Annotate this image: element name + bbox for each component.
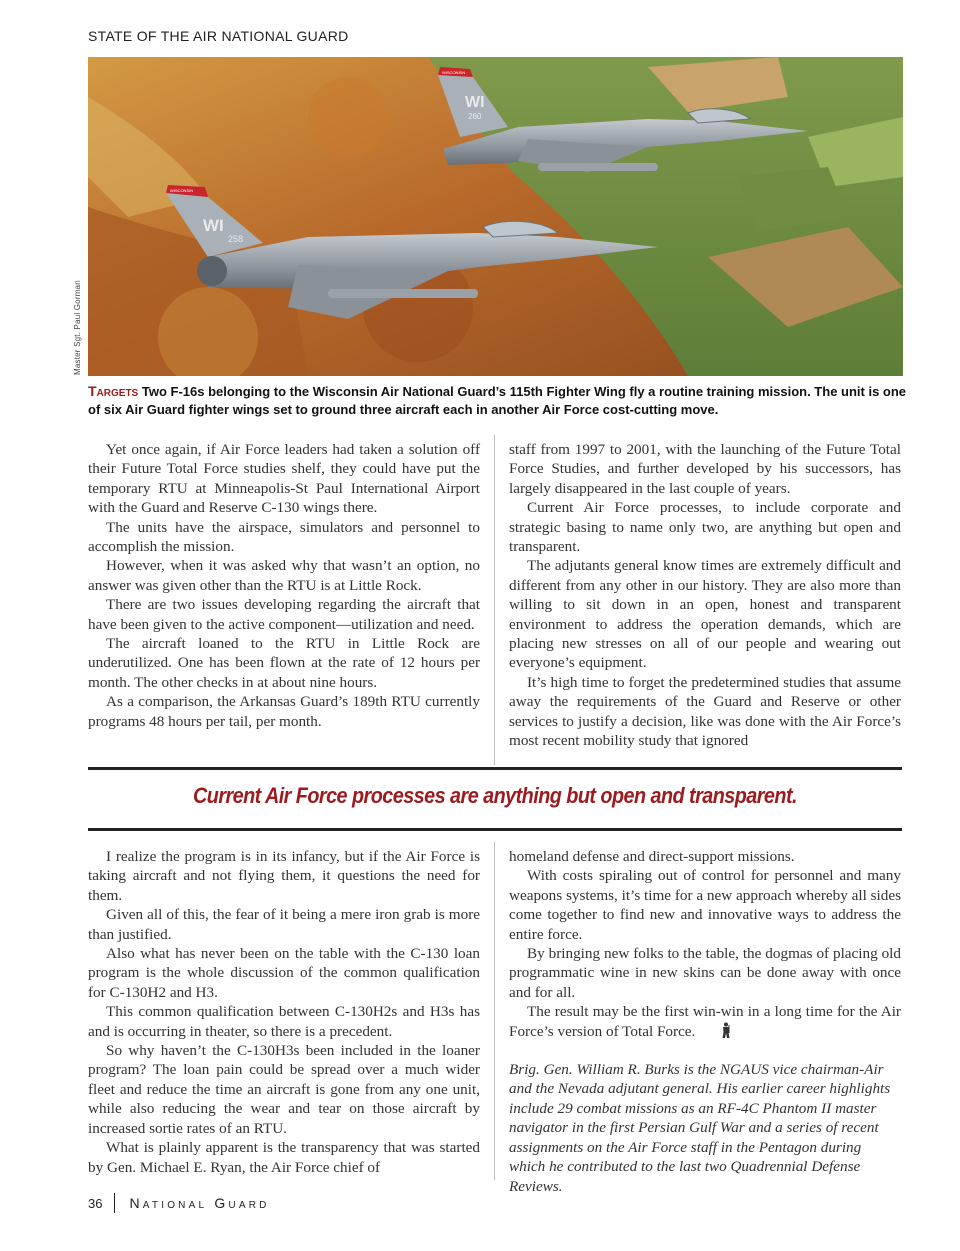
left-tail-code: WI (203, 216, 224, 235)
minuteman-end-icon (703, 1022, 731, 1043)
page-footer (88, 1193, 270, 1213)
paragraph: However, when it was asked why that wasn’t an option, no answer was given other than the RTU is at Little Rock. (88, 557, 480, 594)
article-column-1-top (88, 440, 480, 731)
paragraph: staff from 1997 to 2001, with the launching of the Future Total Force Studies, and further developed by his successors, has largely disappeared in the last couple of years. (509, 441, 901, 497)
footer-divider (114, 1193, 115, 1213)
paragraph: The units have the airspace, simulators and personnel to accomplish the mission. (88, 518, 480, 556)
paragraph: By bringing new folks to the table, the dogmas of placing old programmatic wine in new skins can be done away with once and for all. (509, 945, 901, 1001)
paragraph: As a comparison, the Arkansas Guard’s 189th RTU currently programs 48 hours per tail, per month. (88, 693, 480, 730)
author-bio-text: Brig. Gen. William R. Burks is the NGAUS vice chairman-Air and the Nevada adjutant general. His earlier career highlights include 29 combat missions as an RF-4C Phantom II master navigator in the first Persian Gulf War and a series of recent assignments on the Air Force staff in the Pentagon during which he contributed to the last two Quadrennial Defense Reviews. (509, 1061, 891, 1195)
caption-lead: Targets (88, 383, 139, 399)
publication-name: National Guard (129, 1195, 270, 1211)
paragraph: Yet once again, if Air Force leaders had taken a solution off their Future Total Force studies shelf, they could have put the temporary RTU at Minneapolis-St Paul International Airport with the Guard and Reserve C-130 wings there. (88, 441, 480, 517)
paragraph: With costs spiraling out of control for personnel and many weapons systems, it’s time for a new approach whereby all sides come together to find new and innovative ways to address the entire force. (509, 867, 901, 943)
right-tail-code: WI (465, 94, 485, 111)
caption-text: Two F-16s belonging to the Wisconsin Air National Guard’s 115th Fighter Wing fly a routine training mission. The unit is one of six Air Guard fighter wings set to ground three aircraft each in another Air Force cost-cutting move. (88, 384, 907, 417)
paragraph: What is plainly apparent is the transparency that was started by Gen. Michael E. Ryan, the Air Force chief of (88, 1139, 480, 1176)
paragraph: homeland defense and direct-support missions. (509, 848, 795, 865)
pull-quote-rule-bottom (88, 828, 902, 831)
paragraph: The adjutants general know times are extremely difficult and different from any other in our history. They are also more than willing to sit down in an open, honest and transparent environment to address the operation demands, which are placing new stresses on all of our people and wearing out everyone’s equipment. (509, 557, 901, 672)
article-column-2-bottom (509, 847, 901, 1196)
right-tail-number: 260 (468, 112, 482, 121)
photo-caption (88, 382, 908, 419)
article-column-1-bottom (88, 847, 480, 1177)
photo-credit: Master Sgt. Paul Gorman (73, 280, 82, 375)
paragraph: The aircraft loaned to the RTU in Little Rock are underutilized. One has been flown at the rate of 12 hours per month. The other checks in at about nine hours. (88, 635, 480, 691)
left-tail-number: 258 (228, 234, 244, 244)
column-divider (494, 435, 495, 765)
pull-quote: Current Air Force processes are anything but open and transparent. (193, 783, 797, 808)
page-number: 36 (88, 1195, 103, 1211)
paragraph: There are two issues developing regarding the aircraft that have been given to the active component—utilization and need. (88, 596, 480, 633)
author-bio (509, 1060, 901, 1196)
article-column-2-top (509, 440, 901, 751)
right-tail-band: WISCONSIN (442, 70, 466, 75)
paragraph: Given all of this, the fear of it being a mere iron grab is more than justified. (88, 906, 480, 943)
paragraph (509, 1002, 901, 1043)
paragraph: It’s high time to forget the predetermined studies that assume away the requirements of the Guard and Reserve or other services to justify a decision, like was done with the Air Force’s most recent mobility study that ignored (509, 673, 901, 750)
paragraph: So why haven’t the C-130H3s been included in the loaner program? The loan pain could be spread over a much wider fleet and reduce the time an aircraft is gone from any one unit, while also reducing the wear and tear on those aircraft by increased sortie rates of an RTU. (88, 1042, 480, 1137)
pull-quote-rule-top (88, 767, 902, 770)
paragraph: Current Air Force processes, to include corporate and strategic basing to name only two, are anything but open and transparent. (509, 499, 901, 556)
paragraph: This common qualification between C-130H2s and H3s has and is occurring in theater, so there is a precedent. (88, 1003, 480, 1040)
paragraph: Also what has never been on the table with the C-130 loan program is the whole discussion of the common qualification for C-130H2 and H3. (88, 945, 480, 1001)
left-tail-band: WISCONSIN (170, 188, 194, 193)
f16-photo (88, 57, 903, 376)
closing-sentence: The result may be the first win-win in a long time for the Air Force’s version of Total Force. (509, 1003, 901, 1040)
paragraph: I realize the program is in its infancy, but if the Air Force is taking aircraft and not flying them, it questions the need for them. (88, 848, 480, 904)
section-title: STATE OF THE AIR NATIONAL GUARD (88, 28, 349, 44)
column-divider (494, 842, 495, 1180)
